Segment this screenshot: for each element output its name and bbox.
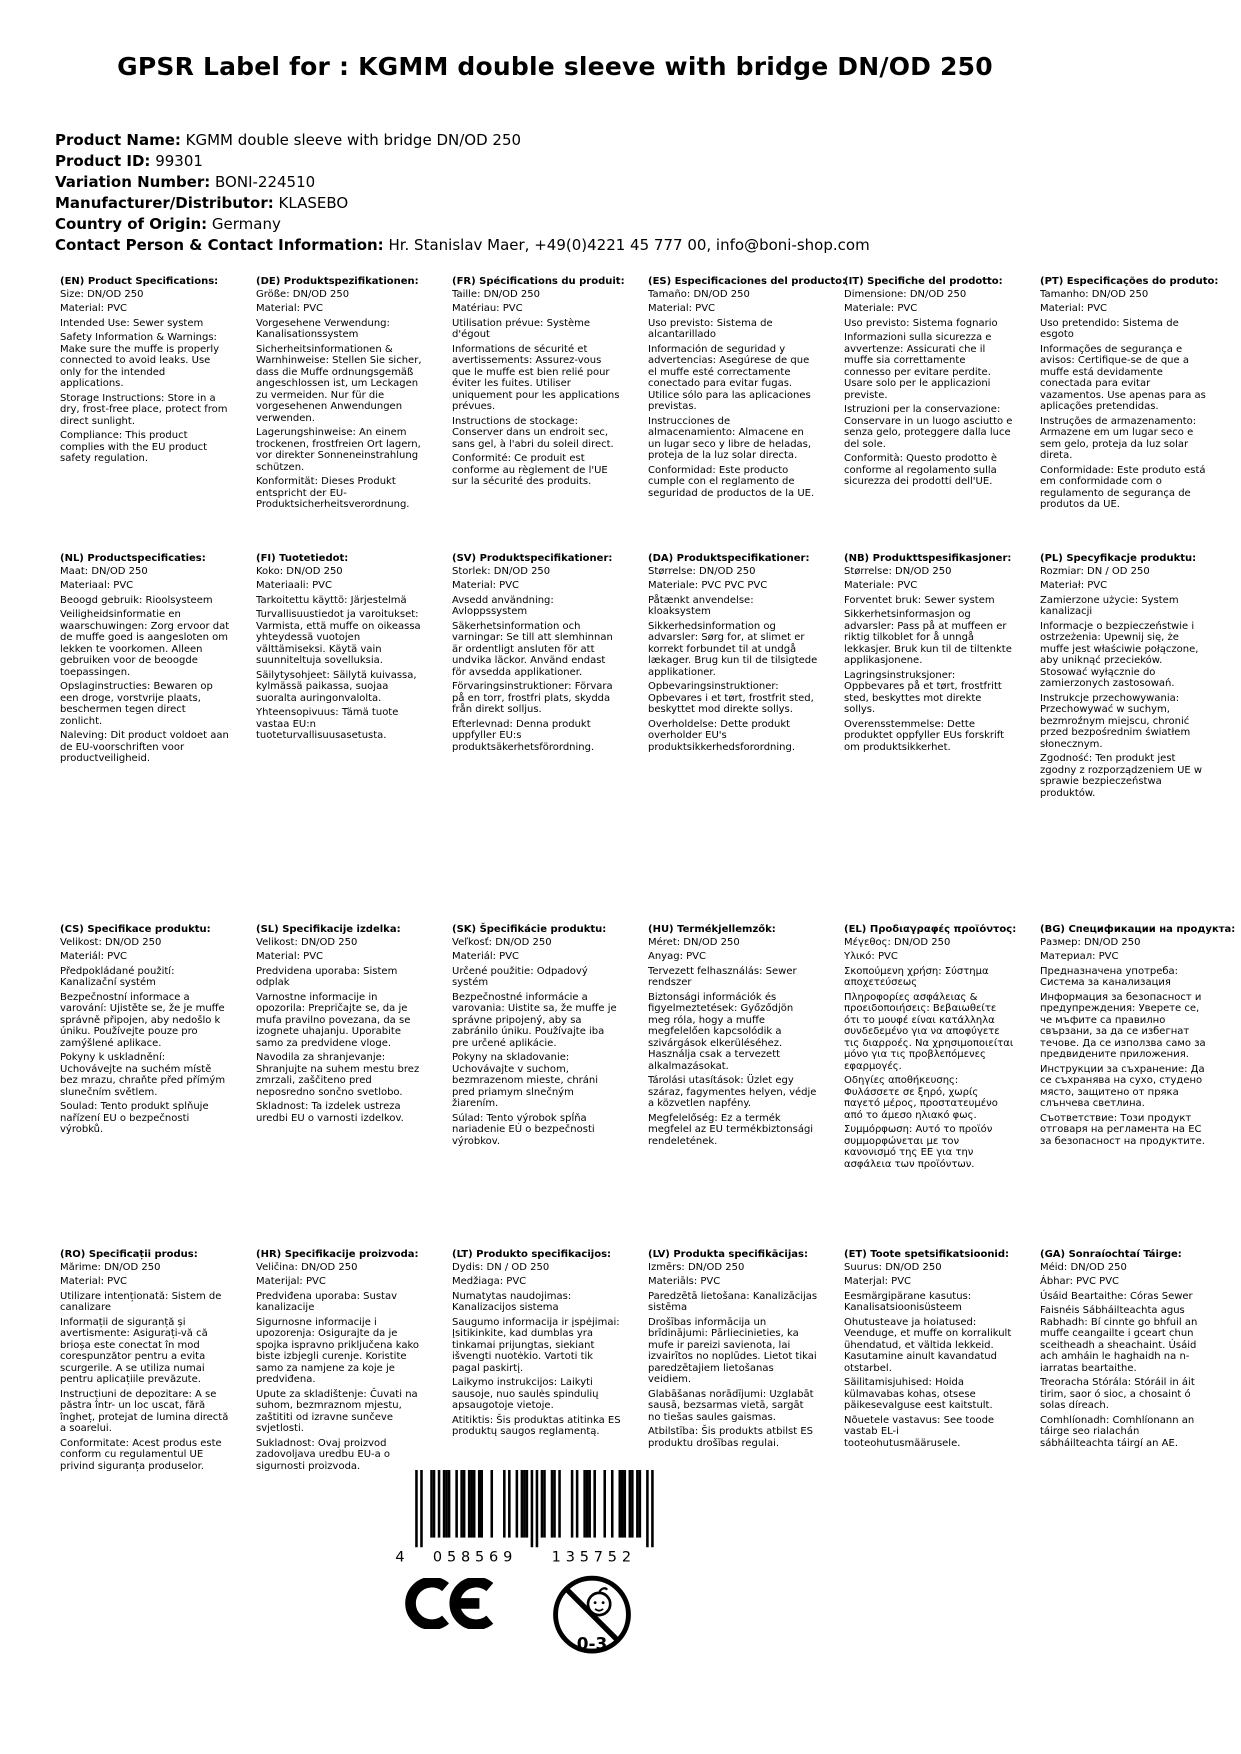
lang-section-item: Materiał: PVC: [1040, 580, 1108, 591]
barcode-bar: [478, 1470, 481, 1538]
barcode-bar: [526, 1470, 529, 1538]
lang-section-item: Påtænkt anvendelse: kloaksystem: [648, 594, 754, 617]
page-title: GPSR Label for : KGMM double sleeve with bridge DN/OD 250: [117, 52, 993, 81]
lang-section-item: Material: PVC: [1040, 303, 1108, 314]
barcode-bar: [420, 1470, 423, 1547]
lang-section-item: Eesmärgipärane kasutus: Kanalisatsioonisüsteem: [844, 1290, 972, 1313]
lang-section-it: [844, 276, 1014, 491]
lang-section-item: Størrelse: DN/OD 250: [648, 565, 756, 577]
barcode-bar: [430, 1470, 433, 1538]
lang-section-item: Инструкции за съхранение: Да се съхранява на сухо, студено място, защитено от пряка слънчева светлина.: [1040, 1063, 1205, 1109]
product-info-row: [55, 193, 870, 214]
lang-section-item: Materiaali: PVC: [256, 580, 332, 591]
lang-section-sk: [452, 924, 622, 1150]
lang-section-item: Glabāšanas norādījumi: Uzglabāt sausā, bezsarmas vietā, sargāt no tiešas saules gaismas.: [648, 1388, 814, 1423]
lang-section-item: Sigurnosne informacije i upozorenja: Osigurajte da je spojka ispravno priključena kako biste izbjegli curenje. Koristite samo za namjene za koje je predviđena.: [256, 1316, 420, 1385]
barcode-bar: [593, 1470, 596, 1538]
barcode-bar: [553, 1470, 556, 1538]
lang-section-item: Instrucciones de almacenamiento: Almacene en un lugar seco y libre de heladas, proteja de la luz solar directa.: [648, 415, 812, 461]
lang-section-item: Turvallisuustiedot ja varoitukset: Varmista, että muffe on oikeassa yhteydessä vuotojen välttämiseksi. Käytä vain suunniteltuja sovelluksia.: [256, 609, 421, 666]
lang-section-item: Compliance: This product complies with the EU product safety regulation.: [60, 430, 208, 464]
lang-section-en: [60, 276, 230, 468]
product-info-value: 99301: [150, 152, 203, 170]
lang-section-item: Maat: DN/OD 250: [60, 565, 148, 577]
lang-section-item: Μέγεθος: DN/OD 250: [844, 936, 951, 948]
lang-section-title: (SL) Specifikacije izdelka:: [256, 924, 401, 935]
barcode-bar: [438, 1470, 441, 1538]
barcode-bar: [639, 1470, 642, 1538]
lang-section-item: Material: PVC: [60, 1276, 128, 1287]
lang-section-item: Méid: DN/OD 250: [1040, 1261, 1127, 1273]
lang-section-item: Overensstemmelse: Dette produktet oppfyller EUs forskrift om produktsikkerhet.: [844, 718, 1005, 753]
lang-section-item: Conformité: Ce produit est conforme au règlement de l'UE sur la sécurité des produits.: [452, 453, 608, 487]
lang-section-ga: [1040, 1249, 1210, 1452]
lang-section-item: Bezpečnostní informace a varování: Ujistěte se, že je muffe správně připojen, aby nedošlo k úniku. Používejte pouze pro zamýšlené aplikace.: [60, 991, 225, 1049]
barcode-bar: [636, 1470, 639, 1538]
product-info-value: KLASEBO: [273, 194, 349, 212]
lang-section-item: Größe: DN/OD 250: [256, 288, 350, 300]
barcode-bar: [583, 1470, 586, 1538]
barcode-digits: 4: [395, 1549, 410, 1566]
ce-letter-c: [411, 1582, 446, 1625]
lang-section-item: Информация за безопасност и предупреждения: Уверете се, че мъфите са правилно свързани, за да се избегнат течове. Да се използва само за предвидените приложения.: [1040, 991, 1206, 1060]
barcode-bar: [603, 1470, 606, 1538]
lang-section-item: Méret: DN/OD 250: [648, 936, 740, 948]
barcode-bar: [576, 1470, 579, 1538]
lang-section-item: Veľkosť: DN/OD 250: [452, 936, 552, 948]
lang-section-title: (FR) Spécifications du produit:: [452, 276, 625, 287]
lang-section-item: Förvaringsinstruktioner: Förvara på en torr, frostfri plats, skydda från direkt solljus.: [452, 681, 613, 715]
ean13-barcode-icon: [392, 1470, 672, 1567]
lang-section-lv: [648, 1249, 818, 1452]
lang-section-item: Předpokládané použití: Kanalizační systém: [60, 965, 175, 988]
lang-section-item: Intended Use: Sewer system: [60, 317, 204, 329]
lang-section-item: Tamaño: DN/OD 250: [648, 288, 750, 300]
lang-section-item: Faisnéis Sábháilteachta agus Rabhadh: Bí cinnte go bhfuil an muffe ceangailte i gceart chun sceitheadh a sheachaint. Úsáid ach amháin le haghaidh na n-iarratas beartaithe.: [1040, 1305, 1198, 1374]
barcode-bar: [531, 1470, 534, 1547]
product-info-row: [55, 172, 870, 193]
lang-section-item: Pokyny na skladovanie: Uchovávajte v suchom, bezmrazenom mieste, chráni pred priamym slnečným žiarením.: [452, 1052, 599, 1109]
lang-section-item: Sikkerhetsinformasjon og advarsler: Pass på at muffeen er riktig tilkoblet for å unngå lekkasjer. Bruk kun til de tiltenkte applikasjonene.: [844, 609, 1012, 666]
lang-section-item: Informações de segurança e avisos: Certifique-se de que a muffe está devidamente conectada para evitar vazamentos. Use apenas para as aplicações pretendidas.: [1040, 343, 1206, 412]
lang-section-item: Atbilstība: Šis produkts atbilst ES produktu drošības regulai.: [648, 1426, 814, 1449]
lang-section-item: Soulad: Tento produkt splňuje nařízení EU o bezpečnosti výrobků.: [60, 1101, 209, 1135]
lang-section-item: Informacje o bezpieczeństwie i ostrzeżenia: Upewnij się, że muffe jest właściwie połączone, aby uniknąć przecieków. Stosować wyłącznie do zamierzonych zastosowań.: [1040, 620, 1199, 689]
lang-section-title: (GA) Sonraíochtaí Táirge:: [1040, 1249, 1182, 1260]
lang-section-item: Uso previsto: Sistema fognario: [844, 317, 998, 329]
lang-section-item: Istruzioni per la conservazione: Conservare in un luogo asciutto e senza gelo, proteggere dalla luce del sole.: [844, 404, 1013, 450]
lang-section-item: Varnostne informacije in opozorila: Prepričajte se, da je mufa pravilno povezana, da se izognete uhajanju. Uporabite samo za predvidene vloge.: [256, 991, 411, 1049]
lang-section-item: Určené použitie: Odpadový systém: [452, 965, 588, 988]
lang-section-item: Pokyny k uskladnění: Uchovávejte na suchém místě bez mrazu, chraňte před přímým slunečním světlem.: [60, 1052, 226, 1098]
baby-mouth: [595, 1609, 603, 1611]
lang-section-item: Materiál: PVC: [60, 951, 128, 962]
lang-section-item: Tárolási utasítások: Üzlet egy száraz, fagymentes helyen, védje a közvetlen napfény.: [648, 1075, 817, 1109]
product-info-row: [55, 235, 870, 256]
barcode-bar: [536, 1470, 539, 1547]
barcode-bar: [629, 1470, 632, 1538]
lang-section-cs: [60, 924, 230, 1139]
barcode-bar: [470, 1470, 473, 1538]
lang-section-title: (PT) Especificações do produto:: [1040, 276, 1219, 287]
lang-section-lt: [452, 1249, 622, 1441]
lang-section-item: Saugumo informacija ir įspėjimai: Įsitikinkite, kad dumblas yra tinkamai prijungtas, siekiant išvengti nuotėkio. Vartoti tik pagal paskirtį.: [452, 1316, 620, 1374]
barcode-bar: [503, 1470, 506, 1538]
lang-section-de: [256, 276, 426, 514]
lang-section-item: Lagerungshinweise: An einem trockenen, frostfreien Ort lagern, vor direkter Sonneneinstrahlung schützen.: [256, 427, 421, 473]
lang-section-item: Forventet bruk: Sewer system: [844, 594, 995, 606]
lang-section-item: Konformität: Dieses Produkt entspricht der EU-Produktsicherheitsverordnung.: [256, 476, 410, 510]
barcode-bar: [646, 1470, 649, 1547]
barcode-bar: [588, 1470, 591, 1538]
lang-section-item: Velikost: DN/OD 250: [256, 936, 358, 948]
lang-section-item: Materiale: PVC PVC PVC: [648, 580, 768, 591]
product-info-value: KGMM double sleeve with bridge DN/OD 250: [180, 131, 522, 149]
lang-section-item: Zgodność: Ten produkt jest zgodny z rozporządzeniem UE w sprawie bezpieczeństwa produktów.: [1040, 753, 1203, 799]
lang-section-item: Uso previsto: Sistema de alcantarillado: [648, 317, 773, 340]
lang-section-item: Matériau: PVC: [452, 303, 523, 314]
lang-section-title: (NB) Produkttspesifikasjoner:: [844, 553, 1012, 564]
lang-section-item: Medžiaga: PVC: [452, 1276, 527, 1287]
lang-section-item: Conformitate: Acest produs este conform cu regulamentul UE privind siguranța produselor.: [60, 1437, 222, 1472]
lang-section-item: Säilitamisjuhised: Hoida külmavabas kohas, otsese päikesevalguse eest kaitstult.: [844, 1377, 993, 1411]
lang-section-item: Velikost: DN/OD 250: [60, 936, 162, 948]
product-info-label: Product ID:: [55, 152, 151, 170]
lang-section-item: Skladnost: Ta izdelek ustreza uredbi EU o varnosti izdelkov.: [256, 1101, 404, 1124]
lang-section-item: Instrukcje przechowywania: Przechowywać w suchym, bezmroźnym miejscu, chronić przed bezpośrednim światłem słonecznym.: [1040, 692, 1191, 750]
lang-section-title: (ET) Toote spetsifikatsioonid:: [844, 1249, 1010, 1260]
lang-section-item: Atitiktis: Šis produktas atitinka ES produktų saugos reglamentą.: [452, 1414, 621, 1437]
lang-section-item: Materiāls: PVC: [648, 1276, 721, 1287]
lang-section-item: Opbevaringsinstruktioner: Opbevares i et tørt, frostfrit sted, beskyttet mod direkte sollys.: [648, 681, 814, 715]
lang-section-item: Material: PVC: [648, 303, 716, 314]
lang-section-item: Yhteensopivuus: Tämä tuote vastaa EU:n tuoteturvallisuusasetusta.: [256, 707, 399, 741]
product-info: [55, 130, 870, 256]
lang-section-item: Informazioni sulla sicurezza e avvertenze: Assicurati che il muffe sia correttamente connesso per evitare perdite. Usare solo per le applicazioni previste.: [844, 332, 992, 401]
lang-section-item: Material: PVC: [256, 951, 324, 962]
lang-section-item: Størrelse: DN/OD 250: [844, 565, 952, 577]
lang-section-item: Ábhar: PVC PVC: [1040, 1276, 1120, 1287]
lang-section-item: Tervezett felhasználás: Sewer rendszer: [648, 965, 797, 988]
lang-section-title: (BG) Спецификации на продукта:: [1040, 924, 1236, 935]
product-info-label: Contact Person & Contact Information:: [55, 236, 384, 254]
barcode-bar: [619, 1470, 622, 1538]
lang-section-item: Suurus: DN/OD 250: [844, 1261, 942, 1273]
age-warning-0-3-icon: [552, 1572, 632, 1661]
lang-section-title: (LT) Produkto specifikacijos:: [452, 1249, 612, 1260]
lang-section-item: Dimensione: DN/OD 250: [844, 288, 967, 300]
lang-section-item: Rozmiar: DN / OD 250: [1040, 565, 1150, 577]
barcode-bar: [586, 1470, 589, 1538]
lang-section-item: Instrucțiuni de depozitare: A se păstra într- un loc uscat, fără îngheț, protejat de lumina directă a soarelui.: [60, 1388, 229, 1434]
barcode-bar: [611, 1470, 614, 1538]
lang-section-item: Conformidade: Este produto está em conformidade com o regulamento de segurança de produtos da UE.: [1040, 464, 1206, 510]
barcode-bar: [516, 1470, 519, 1538]
lang-section-fi: [256, 553, 426, 745]
lang-section-title: (RO) Specificații produs:: [60, 1249, 198, 1260]
lang-section-item: Megfelelőség: Ez a termék megfelel az EU termékbiztonsági rendeletének.: [648, 1112, 814, 1147]
barcode-bar: [448, 1470, 451, 1538]
lang-section-nl: [60, 553, 230, 768]
lang-section-item: Anyag: PVC: [648, 951, 706, 962]
lang-section-title: (LV) Produkta specifikācijas:: [648, 1249, 808, 1260]
barcode-bar: [631, 1470, 634, 1538]
lang-section-item: Conformidad: Este producto cumple con el reglamento de seguridad de productos de la UE.: [648, 464, 815, 499]
barcode-bar: [621, 1470, 624, 1538]
barcode-bar: [543, 1470, 546, 1538]
barcode-bar: [624, 1470, 627, 1538]
lang-section-title: (HR) Specifikacije proizvoda:: [256, 1249, 419, 1260]
lang-section-item: Navodila za shranjevanje: Shranjujte na suhem mestu brez zmrzali, zaščiteno pred neposredno sončno svetlobo.: [256, 1052, 420, 1098]
lang-section-item: Súlad: Tento výrobok spĺňa nariadenie EÚ o bezpečnosti výrobkov.: [452, 1112, 595, 1147]
lang-section-item: Úsáid Beartaithe: Córas Sewer: [1040, 1290, 1193, 1302]
lang-section-item: Comhlíonadh: Comhlíonann an táirge seo rialachán sábháilteachta táirgí an AE.: [1040, 1414, 1195, 1449]
age-warning-label: 0-3: [576, 1633, 608, 1654]
lang-section-item: Materijal: PVC: [256, 1276, 326, 1287]
lang-section-item: Съответствие: Този продукт отговаря на регламента на ЕС за безопасност на продуктите.: [1040, 1112, 1205, 1147]
barcode-bar: [445, 1470, 448, 1538]
barcode-bar: [571, 1470, 574, 1538]
lang-section-pt: [1040, 276, 1219, 514]
lang-section-item: Материал: PVC: [1040, 951, 1119, 962]
lang-section-item: Materiale: PVC: [844, 580, 918, 591]
barcode-bar: [490, 1470, 493, 1538]
barcode-bar: [508, 1470, 511, 1538]
lang-section-title: (SV) Produktspecifikationer:: [452, 553, 613, 564]
lang-section-title: (IT) Specifiche del prodotto:: [844, 276, 1003, 287]
barcode-bar: [463, 1470, 466, 1538]
barcode-bar: [443, 1470, 446, 1538]
lang-section-title: (SK) Špecifikácie produktu:: [452, 924, 607, 935]
lang-section-item: Storlek: DN/OD 250: [452, 565, 551, 577]
lang-section-item: Size: DN/OD 250: [60, 288, 144, 300]
lang-section-item: Υλικό: PVC: [844, 951, 898, 962]
lang-section-item: Upute za skladištenje: Čuvati na suhom, bezmraznom mjestu, zaštititi od izravne sunčeve svjetlosti.: [256, 1388, 418, 1434]
lang-section-item: Informații de siguranță și avertismente: Asigurați-vă că brioșa este conectat în mod corespunzător pentru a evita scurgerile. A se utiliza numai pentru aplicațiile prevăzute.: [60, 1316, 208, 1385]
lang-section-item: Taille: DN/OD 250: [452, 288, 541, 300]
barcode-bar: [433, 1470, 436, 1538]
lang-section-item: Paredzētā lietošana: Kanalizācijas sistēma: [648, 1290, 818, 1313]
lang-section-item: Materiál: PVC: [452, 951, 520, 962]
lang-section-item: Material: PVC: [452, 580, 520, 591]
lang-section-item: Conformità: Questo prodotto è conforme al regolamento sulla sicurezza dei prodotti dell'UE.: [844, 453, 998, 487]
baby-eye-right: [602, 1601, 605, 1604]
lang-section-da: [648, 553, 818, 756]
lang-section-item: Размер: DN/OD 250: [1040, 936, 1141, 948]
lang-section-fr: [452, 276, 625, 491]
lang-section-item: Nõuetele vastavus: See toode vastab EL-i tooteohutusmäärusele.: [844, 1414, 995, 1449]
lang-section-title: (EL) Προδιαγραφές προϊόντος:: [844, 924, 1017, 935]
lang-section-item: Instructions de stockage: Conserver dans un endroit sec, sans gel, à l'abri du soleil direct.: [452, 415, 614, 450]
lang-section-el: [844, 924, 1017, 1173]
product-info-value: BONI-224510: [210, 173, 316, 191]
lang-section-item: Предназначена употреба: Система за канализация: [1040, 965, 1179, 988]
lang-section-title: (FI) Tuotetiedot:: [256, 553, 349, 564]
lang-section-item: Bezpečnostné informácie a varovania: Uistite sa, že muffe je správne pripojený, aby sa zabránilo úniku. Používajte iba pre určené aplikácie.: [452, 991, 617, 1049]
lang-section-title: (HU) Termékjellemzők:: [648, 924, 776, 935]
lang-section-title: (ES) Especificaciones del producto:: [648, 276, 847, 287]
lang-section-item: Información de seguridad y advertencias: Asegúrese de que el muffe esté correctamente conectado para evitar fugas. Utilice sólo para las aplicaciones previstas.: [648, 343, 811, 412]
barcode-bar: [473, 1470, 476, 1538]
lang-section-item: Efterlevnad: Denna produkt uppfyller EU:s produktsäkerhetsförordning.: [452, 718, 595, 753]
lang-section-ro: [60, 1249, 230, 1475]
baby-hair-curl: [599, 1588, 607, 1593]
lang-section-item: Storage Instructions: Store in a dry, frost-free place, protect from direct sunlight.: [60, 392, 228, 427]
lang-section-item: Utilisation prévue: Système d'égout: [452, 317, 591, 340]
barcode-bar: [460, 1470, 463, 1538]
lang-section-item: Utilizare intenționată: Sistem de canalizare: [60, 1290, 222, 1313]
lang-section-bg: [1040, 924, 1236, 1150]
lang-section-item: Dydis: DN / OD 250: [452, 1261, 550, 1273]
lang-section-title: (CS) Specifikace produktu:: [60, 924, 211, 935]
lang-section-item: Veiligheidsinformatie en waarschuwingen: Zorg ervoor dat de muffe goed is aangesloten om lekken te voorkomen. Alleen gebruiken voor de beoogde toepassingen.: [60, 609, 230, 678]
lang-section-item: Ohutusteave ja hoiatused: Veenduge, et muffe on korralikult ühendatud, et vältida lekkeid. Kasutamine ainult kavandatud otstarbel.: [844, 1316, 1012, 1374]
lang-section-item: Predvidena uporaba: Sistem odplak: [256, 965, 398, 988]
lang-section-pl: [1040, 553, 1210, 802]
lang-section-item: Beoogd gebruik: Rioolsysteem: [60, 594, 213, 606]
barcode-bar: [521, 1470, 524, 1538]
lang-section-item: Opslaginstructies: Bewaren op een droge, vorstvrije plaats, beschermen tegen direct zonlicht.: [60, 681, 213, 727]
lang-section-hr: [256, 1249, 426, 1475]
lang-section-item: Avsedd användning: Avloppssystem: [452, 594, 554, 617]
product-info-value: Hr. Stanislav Maer, +49(0)4221 45 777 00, info@boni-shop.com: [383, 236, 870, 254]
barcode-bar: [558, 1470, 561, 1538]
lang-section-item: Treoracha Stórála: Stóráil in áit tirim, saor ó sioc, a chosaint ó solas díreach.: [1040, 1377, 1195, 1411]
lang-section-item: Uso pretendido: Sistema de esgoto: [1040, 317, 1179, 340]
lang-section-item: Safety Information & Warnings: Make sure the muffe is properly connected to avoid leaks. Use only for the intended applications.: [60, 332, 220, 389]
barcode-digits: 135752: [551, 1549, 636, 1566]
lang-section-item: Zamierzone użycie: System kanalizacji: [1040, 594, 1179, 617]
lang-section-item: Koko: DN/OD 250: [256, 565, 343, 577]
lang-section-title: (EN) Product Specifications:: [60, 276, 219, 287]
barcode-bar: [455, 1470, 458, 1538]
lang-section-item: Material: PVC: [256, 303, 324, 314]
product-info-value: Germany: [207, 215, 281, 233]
lang-section-item: Sicherheitsinformationen & Warnhinweise: Stellen Sie sicher, dass die Muffe ordnungsgemäß angeschlossen ist, um Leckagen zu vermeiden. Nur für die vorgesehenen Anwendungen verwenden.: [256, 343, 422, 424]
lang-section-item: Οδηγίες αποθήκευσης: Φυλάσσετε σε ξηρό, χωρίς παγετό μέρος, προστατευμένο από το άμεσο ηλιακό φως.: [844, 1075, 998, 1121]
lang-section-item: Predviđena uporaba: Sustav kanalizacije: [256, 1290, 398, 1313]
barcode-digits: 058569: [432, 1549, 518, 1566]
barcode-bar: [551, 1470, 554, 1538]
language-sections-grid: [60, 276, 1236, 1475]
lang-section-item: Tarkoitettu käyttö: Järjestelmä: [256, 594, 407, 606]
lang-section-item: Πληροφορίες ασφάλειας & προειδοποιήσεις: Βεβαιωθείτε ότι το μουφέ είναι κατάλληλα συνδεδεμένο για να αποφύγετε τις διαρροές. Να χρησιμοποιείται μόνο για τις προβλεπόμενες εφαρμογές.: [844, 991, 1014, 1072]
lang-section-item: Materiaal: PVC: [60, 580, 134, 591]
lang-section-item: Biztonsági információk és figyelmeztetések: Győződjön meg róla, hogy a muffe megfelelően kapcsolódik a szivárgások elkerüléséhez. Használja csak a tervezett alkalmazásokat.: [648, 991, 794, 1072]
lang-section-item: Izmērs: DN/OD 250: [648, 1261, 745, 1273]
lang-section-item: Instruções de armazenamento: Armazene em um lugar seco e sem gelo, proteja da luz solar direta.: [1040, 415, 1197, 461]
lang-section-item: Säilytysohjeet: Säilytä kuivassa, kylmässä paikassa, suojaa suoralta auringonvalolta.: [256, 669, 417, 704]
lang-section-item: Tamanho: DN/OD 250: [1040, 288, 1149, 300]
lang-section-item: Veličina: DN/OD 250: [256, 1261, 358, 1273]
barcode-bar: [415, 1470, 418, 1547]
lang-section-item: Lagringsinstruksjoner: Oppbevares på et tørt, frostfritt sted, beskyttes mot direkte sollys.: [844, 669, 1002, 715]
lang-section-title: (NL) Productspecificaties:: [60, 553, 206, 564]
lang-section-item: Informations de sécurité et avertissements: Assurez-vous que le muffe est bien relié pour éviter les fuites. Utiliser uniquement pour les applications prévues.: [452, 343, 620, 412]
lang-section-hu: [648, 924, 818, 1150]
lang-section-item: Materjal: PVC: [844, 1276, 912, 1287]
lang-section-item: Naleving: Dit product voldoet aan de EU-voorschriften voor productveiligheid.: [60, 730, 229, 764]
lang-section-item: Material: PVC: [60, 303, 128, 314]
barcode-bar: [468, 1470, 471, 1538]
lang-section-item: Vorgesehene Verwendung: Kanalisationssystem: [256, 317, 390, 340]
barcode-bar: [480, 1470, 483, 1538]
lang-section-item: Συμμόρφωση: Αυτό το προϊόν συμμορφώνεται με τον κανονισμό της ΕΕ για την ασφάλεια των προϊόντων.: [844, 1124, 993, 1170]
lang-section-es: [648, 276, 847, 502]
lang-section-nb: [844, 553, 1014, 756]
barcode-bar: [651, 1470, 654, 1547]
product-info-label: Product Name:: [55, 131, 181, 149]
product-info-row: [55, 130, 870, 151]
product-info-label: Country of Origin:: [55, 215, 208, 233]
lang-section-item: Σκοπούμενη χρήση: Σύστημα αποχετεύσεως: [844, 965, 989, 988]
lang-section-item: Säkerhetsinformation och varningar: Se till att slemhinnan är ordentligt ansluten för att undvika läckor. Använd endast för avsedda applikationer.: [452, 620, 613, 678]
lang-section-item: Mărime: DN/OD 250: [60, 1261, 161, 1273]
lang-section-sv: [452, 553, 622, 756]
lang-section-item: Numatytas naudojimas: Kanalizacijos sistema: [452, 1290, 572, 1313]
barcode-bar: [523, 1470, 526, 1538]
product-info-row: [55, 151, 870, 172]
lang-section-et: [844, 1249, 1014, 1452]
product-info-label: Variation Number:: [55, 173, 211, 191]
lang-section-item: Drošības informācija un brīdinājumi: Pārliecinieties, ka mufe ir pareizi savienota, lai izvairītos no noplūdes. Lietot tikai paredzētajiem lietošanas veidiem.: [648, 1316, 817, 1385]
barcode-bar: [541, 1470, 544, 1538]
lang-section-title: (PL) Specyfikacje produktu:: [1040, 553, 1197, 564]
lang-section-item: Materiale: PVC: [844, 303, 918, 314]
baby-eye-left: [594, 1601, 597, 1604]
product-info-label: Manufacturer/Distributor:: [55, 194, 274, 212]
product-info-row: [55, 214, 870, 235]
lang-section-title: (DE) Produktspezifikationen:: [256, 276, 419, 287]
lang-section-sl: [256, 924, 426, 1127]
lang-section-item: Sikkerhedsinformation og advarsler: Sørg for, at slimet er korrekt forbundet til at undgå lækager. Brug kun til de tilsigtede applikationer.: [648, 620, 818, 678]
lang-section-item: Overholdelse: Dette produkt overholder EU's produktsikkerhedsforordning.: [648, 718, 796, 753]
lang-section-item: Sukladnost: Ovaj proizvod zadovoljava uredbu EU-a o sigurnosti proizvoda.: [256, 1437, 391, 1472]
lang-section-title: (DA) Produktspecifikationer:: [648, 553, 810, 564]
lang-section-item: Laikymo instrukcijos: Laikyti sausoje, nuo saulės spindulių apsaugotoje vietoje.: [452, 1377, 599, 1411]
ce-mark-icon: [404, 1578, 504, 1629]
